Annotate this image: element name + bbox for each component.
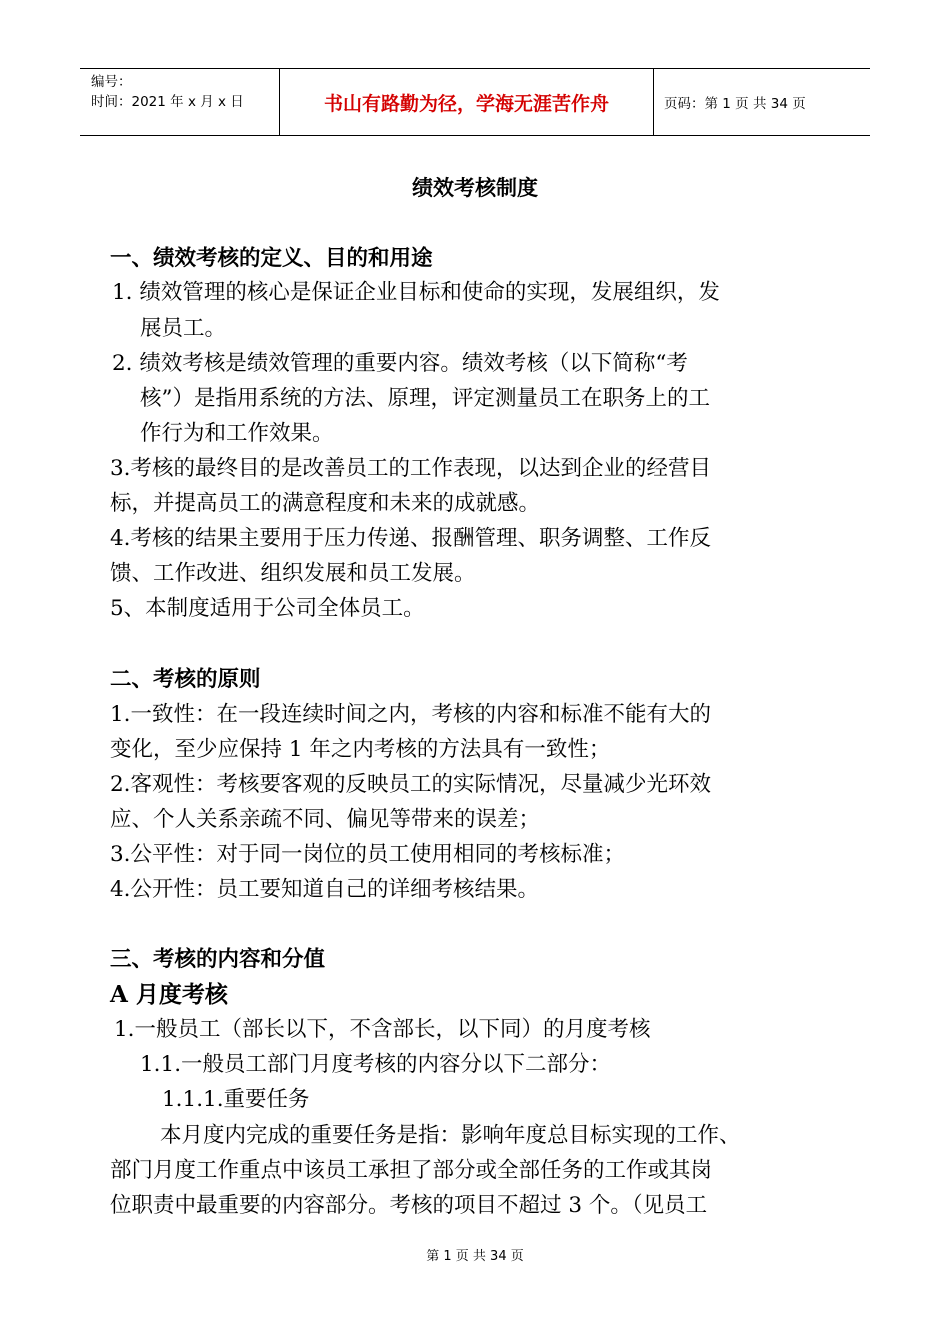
document-title: 绩效考核制度	[412, 175, 538, 200]
paragraph-line: 4.公开性：员工要知道自己的详细考核结果。	[110, 877, 540, 902]
header-meta	[80, 69, 280, 135]
paragraph-line: 2. 绩效考核是绩效管理的重要内容。绩效考核（以下简称“考	[112, 351, 688, 376]
paragraph-line: 展员工。	[140, 316, 227, 341]
paragraph-line: 应、个人关系亲疏不同、偏见等带来的误差；	[110, 807, 541, 832]
document-header	[80, 68, 870, 136]
subsection-heading: A 月度考核	[110, 981, 228, 1008]
paragraph-line: 变化，至少应保持 1 年之内考核的方法具有一致性；	[110, 737, 611, 762]
paragraph-line: 1. 绩效管理的核心是保证企业目标和使命的实现，发展组织，发	[112, 280, 720, 305]
paragraph-line: 1.1.一般员工部门月度考核的内容分以下二部分：	[140, 1052, 612, 1077]
section-heading-3: 三、考核的内容和分值	[110, 947, 326, 972]
paragraph-line: 本月度内完成的重要任务是指：影响年度总目标实现的工作、	[160, 1123, 741, 1148]
header-motto: 书山有路勤为径，学海无涯苦作舟	[280, 69, 654, 135]
paragraph-line: 5、本制度适用于公司全体员工。	[110, 596, 425, 621]
page-footer: 第 1 页 共 34 页	[426, 1249, 524, 1264]
paragraph-line: 3.公平性：对于同一岗位的员工使用相同的考核标准；	[110, 842, 626, 867]
paragraph-line: 馈、工作改进、组织发展和员工发展。	[110, 561, 476, 586]
paragraph-line: 位职责中最重要的内容部分。考核的项目不超过 3 个。（见员工	[110, 1193, 708, 1218]
number-label: 编号：	[91, 74, 132, 90]
paragraph-line: 1.1.1.重要任务	[162, 1087, 310, 1112]
paragraph-line: 作行为和工作效果。	[140, 421, 334, 446]
section-heading-2: 二、考核的原则	[110, 667, 261, 692]
paragraph-line: 核”）是指用系统的方法、原理，评定测量员工在职务上的工	[140, 386, 710, 411]
paragraph-line: 4.考核的结果主要用于压力传递、报酬管理、职务调整、工作反	[110, 526, 712, 551]
paragraph-line: 标，并提高员工的满意程度和未来的成就感。	[110, 491, 541, 516]
paragraph-line: 1.一般员工（部长以下，不含部长，以下同）的月度考核	[114, 1017, 651, 1042]
header-page-info: 页码：第 1 页 共 34 页	[664, 96, 806, 112]
paragraph-line: 3.考核的最终目的是改善员工的工作表现，以达到企业的经营目	[110, 456, 712, 481]
section-heading-1: 一、绩效考核的定义、目的和用途	[110, 246, 433, 271]
paragraph-line: 2.客观性：考核要客观的反映员工的实际情况，尽量减少光环效	[110, 772, 712, 797]
paragraph-line: 部门月度工作重点中该员工承担了部分或全部任务的工作或其岗	[110, 1158, 713, 1183]
date-label: 时间：2021 年 x 月 x 日	[91, 94, 244, 110]
paragraph-line: 1.一致性：在一段连续时间之内，考核的内容和标准不能有大的	[110, 702, 712, 727]
